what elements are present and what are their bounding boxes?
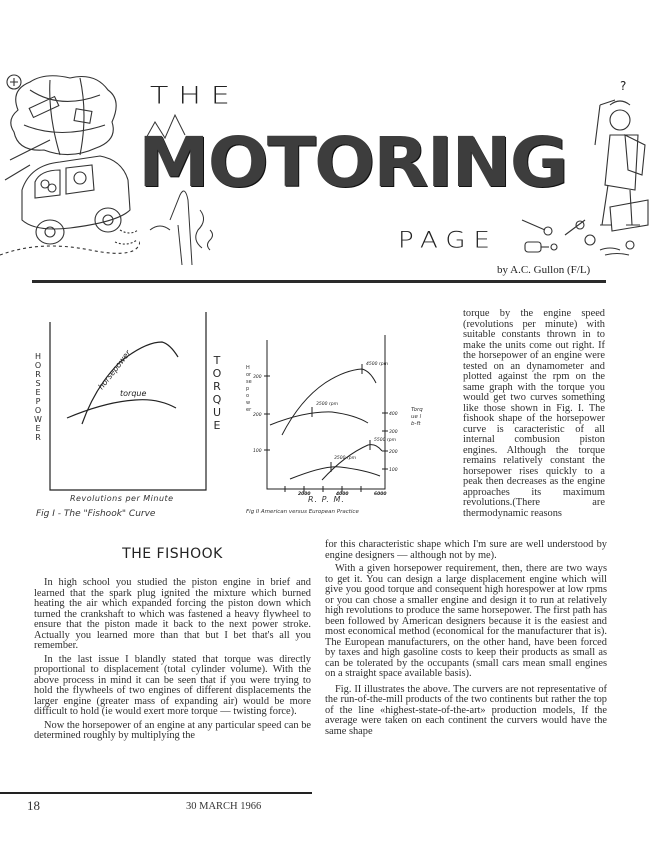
article-paragraph: Now the horsepower of an engine at any particular speed can be determined roughly by multiplying the: [34, 719, 311, 741]
article-paragraph: for this characteristic shape which I'm sure are well understood by engine designers — although not by me).: [325, 539, 607, 561]
fig2-x-tick-6000: 6000: [374, 492, 387, 495]
section-heading: THE FISHOOK: [122, 546, 223, 562]
header-divider: [32, 280, 606, 283]
title-motoring: MOTORING: [138, 122, 567, 203]
figure-2: [240, 325, 430, 520]
fig2-american-torque-curve: [270, 412, 368, 425]
svg-text:?: ?: [620, 79, 627, 93]
article-paragraph: In the last issue I blandly stated that torque was directly proportional to displacement (total cylinder volume). With the above process in mind it can be seen that if you were trying to hold the flywheels of two engines of different displacements the larger engine (greater mass of expanding air) would be more difficult to hold (ie would exert more torque — twisting force).: [34, 653, 311, 717]
article-paragraph: Fig. II illustrates the above. The curvers are not representative of the run-of-the-mill products of the two continents but rather the top of the line «highest-state-of-the-art» production models, If the average were taken on each continent the curvers would have the same shape: [325, 683, 607, 737]
title-the: THE: [150, 82, 240, 110]
fig2-right-tick-400: 400: [389, 412, 398, 417]
fig1-caption: Fig I - The "Fishook" Curve: [36, 509, 156, 519]
fig2-annotation-3: 5500 rpm: [374, 438, 396, 443]
fig2-right-axis-label: Torque lb-ft: [411, 407, 423, 427]
fig1-left-axis-label: HORSEPOWER: [34, 352, 42, 442]
fig2-annotation-1: 4500 rpm: [366, 362, 388, 367]
fig2-right-tick-200: 200: [389, 450, 398, 455]
fig1-right-axis-label: TORQUE: [212, 354, 222, 432]
fig1-horsepower-label: horsepower: [96, 348, 133, 392]
fig2-annotation-2: 3500 rpm: [316, 402, 338, 407]
fig2-x-tick-2000: 2000: [298, 492, 311, 495]
title-page: PAGE: [398, 228, 498, 254]
fig2-caption: Fig II American versus European Practice: [246, 509, 359, 515]
fig2-left-tick-100: 100: [253, 449, 262, 454]
fig2-left-tick-200: 200: [253, 413, 262, 418]
cartoon-confused-man-illustration: [560, 75, 650, 260]
fig2-right-tick-300: 300: [389, 430, 398, 435]
article-column-right: [325, 540, 607, 737]
footer-divider: [0, 792, 312, 794]
fig2-right-tick-100: 100: [389, 468, 398, 473]
article-column-left: [34, 578, 311, 742]
fig1-torque-curve: [67, 400, 176, 418]
page-number: 18: [27, 798, 40, 813]
fig2-european-torque-curve: [290, 467, 380, 479]
scattered-tools-illustration: [520, 210, 570, 260]
article-paragraph: In high school you studied the piston engine in brief and learned that the spark plug ignited the mixture which burned heating the air which expanded forcing the piston down which turned the crankshaft to which was fastened a heavy flywheel to ensure that the piston made it back to the next power stroke. Actually you learned more than that but I bet that's all you remember.: [34, 577, 311, 651]
fig2-x-axis-label: R. P. M.: [308, 495, 345, 504]
fig2-annotation-4: 3500 rpm: [334, 456, 356, 461]
fig2-x-tick-4000: 4000: [336, 492, 349, 495]
issue-date: 30 MARCH 1966: [186, 801, 262, 812]
author-byline: by A.C. Gullon (F/L): [497, 264, 591, 276]
fig2-chart: [240, 325, 430, 495]
fig2-left-axis-label: Horsepower: [246, 365, 252, 413]
fig2-left-tick-300: 300: [253, 375, 262, 380]
fig1-torque-label: torque: [120, 389, 147, 398]
cartoon-car-illustration: [0, 70, 140, 265]
article-paragraph-right-top: torque by the engine speed (revolutions per minute) with suitable constants thrown in to make the units come out right. If the horsepower of an engine were tested on an dynamometer and plotted against the rpm on the same graph with the torque you would get two curves something like those shown in Fig. I. The fishook shape of the horsepower curve is caracteristic of all internal combusion piston engines. Although the torque remains relatively constant the horsepower rises quickly to a peak then decreases as the engine approaches its maximum revolutions.(There are thermodynamic reasons: [463, 308, 605, 519]
figure-1: [30, 312, 245, 522]
fig1-x-axis-label: Revolutions per Minute: [70, 494, 174, 503]
article-paragraph: With a given horsepower requirement, then, there are two ways to get it. You can design a large displacement engine which will give you good torque and consequent high horespower at low rpms or you can chose a smaller engine and design it to run at relatively high revolutions to produce the same horsepower. The first path has been followed by American designers because it is the easiest and most economical method (economical for the manufacturer that is). The European manufacturers, on the other hand, have been forced by taxes and high gasoline costs to keep their products as small as can be tolerated by the occupants (small cars mean small engines on a straight space available basis).: [325, 563, 607, 679]
